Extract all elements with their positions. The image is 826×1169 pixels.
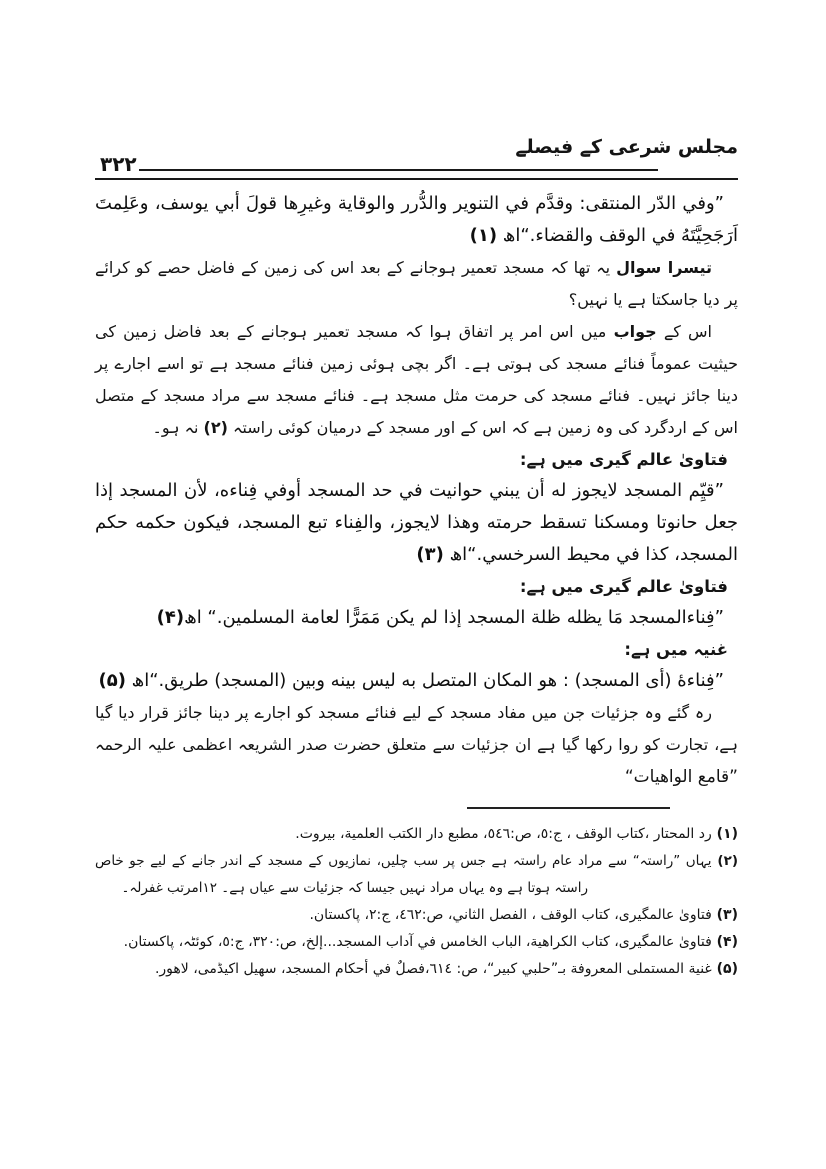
footnote-3	[95, 902, 738, 929]
answer-paragraph	[95, 316, 738, 444]
footnote-text: فتاوىٰ عالمگیری، كتاب الوقف ، الفصل الثاني، ص:٤٦٢، ج:٢، پاکستان.	[309, 907, 712, 923]
footnote-marker: (۲)	[711, 853, 738, 869]
footnote-marker: (۵)	[711, 961, 738, 977]
footnote-marker: (۴)	[711, 934, 738, 950]
question-text: یہ تھا کہ مسجد تعمیر ہوجانے کے بعد اس کی زمین کے فاضل حصے کو کرائے پر دیا جاسکتا ہے یا نہیں؟	[95, 258, 738, 309]
footnote-marker: (۱)	[711, 826, 738, 842]
footnote-ref-5: (۵)	[98, 670, 126, 691]
question-paragraph	[95, 252, 738, 316]
footnote-2	[95, 848, 738, 902]
footnote-ref-3: (۳)	[416, 544, 444, 565]
footnote-text: یہاں ”راستہ“ سے مراد عام راستہ ہے جس پر سب چلیں، نمازیوں کے مسجد کے اندر جانے کے لیے جو خاص راستہ ہوتا ہے وہ یہاں مراد نہیں جیسا کہ جزئیات سے عیاں ہے۔ ۱۲امرتب غفرلہ۔	[95, 853, 712, 896]
arabic-quotation-1	[95, 188, 738, 252]
book-title: مجلس شرعی کے فیصلے	[515, 136, 738, 158]
source-heading-fatawa-alamgiri-2: فتاویٰ عالم گیری میں ہے:	[519, 577, 728, 596]
source-heading-ghunya: غنیہ میں ہے:	[624, 640, 728, 659]
answer-text-end: نہ ہو۔	[152, 418, 204, 437]
header-rule	[139, 169, 658, 171]
question-label: تیسرا سوال	[616, 258, 712, 277]
footnote-text: فتاوىٰ عالمگیری، كتاب الكراهية، الباب الخامس في آداب المسجد...إلخ، ص:٣٢٠، ج:٥، كوئٹہ، پاکستان.	[123, 934, 712, 950]
footnote-4	[95, 929, 738, 956]
footnote-ref-4: (۴)	[156, 607, 185, 628]
footnote-5	[95, 956, 738, 983]
footnote-separator	[467, 807, 670, 809]
arabic-quotation-2	[95, 475, 738, 571]
closing-text: رہ گئے وہ جزئیات جن میں مفاد مسجد کے لیے فنائے مسجد کو اجارے پر دینا جائز قرار دیا گیا ہے، تجارت کو روا رکھا گیا ہے ان جزئیات سے متعلق حضرت صدر الشریعہ اعظمی علیہ الرحمہ	[95, 703, 738, 754]
quotation-text: ”فِناءهٔ (أى المسجد) : هو المكان المتصل به ليس بينه وبين (المسجد) طريق.“اھ	[125, 670, 724, 691]
book-name-qami-al-wahiyat: ”قامع الواهيات“	[624, 767, 738, 787]
quotation-text: ”فِناءالمسجد مَا يظله ظلة المسجد إذا لم يكن مَمَرًّا لعامة المسلمين.“ اھ	[184, 607, 724, 628]
page-body	[95, 180, 738, 983]
quotation-text: ”وفي الدّر المنتقى: وقدَّم في التنوير والدُّرر والوقاية وغيرِها قولَ أبي يوسف، وعَلِمتَ اَرَجَحِيَّتَهُ في الوقف والقضاء.“اھ	[95, 193, 738, 246]
arabic-quotation-4	[95, 665, 738, 697]
footnote-1	[95, 821, 738, 848]
quotation-text: ”قيِّم المسجد لايجوز له أن يبني حوانيت في حد المسجد أوفي فِناءه، لأن المسجد إذا جعل حانوتا ومسكنا تسقط حرمته وهذا لايجوز، والفِناء تبع المسجد، فيكون حكمه حكم المسجد، كذا في محيط السرخسي.“اھ	[95, 480, 738, 565]
page-number: ۳۲۲	[100, 152, 137, 176]
answer-text: میں اس امر پر اتفاق ہوا کہ مسجد تعمیر ہوجانے کے بعد فاضل زمین کی حیثیت عموماً فنائے مسجد کی ہوتی ہے۔ اگر بچی ہوئی زمین فنائے مسجد ہے تو اسے اجارے پر دینا جائز نہیں۔ فنائے مسجد کی حرمت مثل مسجد ہے۔ فنائے مسجد سے مراد مسجد کے متصل اس کے اردگرد کی وہ زمین ہے کہ اس کے اور مسجد کے درمیان کوئی راستہ	[95, 322, 738, 437]
scanned-book-page	[95, 136, 738, 983]
footnote-ref-2: (۲)	[203, 418, 228, 437]
footnote-text: رد المحتار ،كتاب الوقف ، ج:٥، ص:٥٤٦، مطبع دار الكتب العلمية، بيروت.	[295, 826, 712, 842]
closing-paragraph	[95, 697, 738, 793]
footnote-marker: (۳)	[711, 907, 738, 923]
footnote-ref-1: (۱)	[469, 225, 498, 246]
page-header	[95, 136, 738, 180]
footnotes-section	[95, 821, 738, 983]
source-heading-fatawa-alamgiri-1: فتاویٰ عالم گیری میں ہے:	[519, 450, 728, 469]
answer-label: جواب	[613, 322, 657, 341]
answer-text-pre: اس کے	[656, 322, 713, 341]
footnote-text: غنية المستملى المعروفة بـ”حلبي كبير“، ص: ٦١٤،فصلٌ في أحكام المسجد، سهيل اكیڈمی، لاهور.	[154, 961, 712, 977]
arabic-quotation-3	[95, 602, 738, 634]
